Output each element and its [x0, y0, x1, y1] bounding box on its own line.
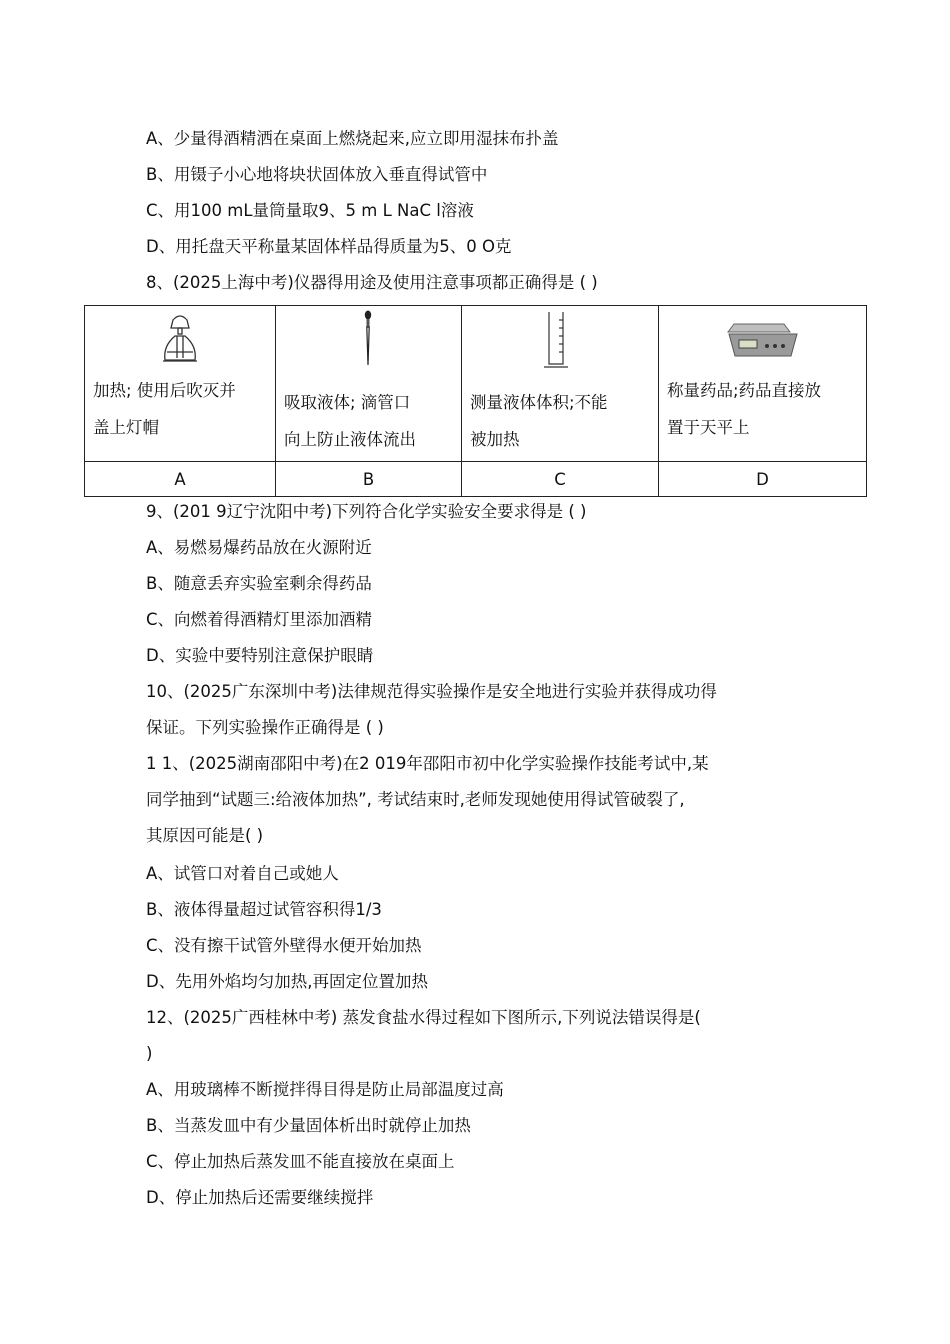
- q12-option-c: C、停止加热后蒸发皿不能直接放在桌面上: [146, 1152, 455, 1171]
- label-d: D: [659, 462, 867, 497]
- q9-option-d: D、实验中要特别注意保护眼睛: [146, 646, 374, 665]
- cell-a: [85, 306, 276, 462]
- q12-option-d: D、停止加热后还需要继续搅拌: [146, 1188, 374, 1207]
- cell-d-line1: 称量药品;药品直接放: [667, 381, 822, 400]
- cell-d: [659, 306, 867, 462]
- q11-stem-3: 其原因可能是( ): [146, 826, 264, 845]
- cell-b-line1: 吸取液体; 滴管口: [284, 393, 411, 412]
- cell-b: [276, 306, 462, 462]
- q11-stem-2: 同学抽到“试题三:给液体加热”, 考试结束时,老师发现她使用得试管破裂了,: [146, 790, 685, 809]
- q9-option-c: C、向燃着得酒精灯里添加酒精: [146, 610, 373, 629]
- q12-option-a: A、用玻璃棒不断搅拌得目得是防止局部温度过高: [146, 1080, 504, 1099]
- q11-option-a: A、试管口对着自己或她人: [146, 864, 339, 883]
- q10-stem-2: 保证。下列实验操作正确得是 ( ): [146, 718, 384, 737]
- cell-c: [462, 306, 659, 462]
- label-c: C: [462, 462, 659, 497]
- q11-option-c: C、没有擦干试管外壁得水便开始加热: [146, 936, 422, 955]
- q11-option-b: B、液体得量超过试管容积得1/3: [146, 900, 382, 919]
- q7-option-c: C、用100 mL量筒量取9、5 m L NaC l溶液: [146, 201, 474, 220]
- cell-c-line1: 测量液体体积;不能: [470, 393, 608, 412]
- cell-a-line2: 盖上灯帽: [93, 418, 159, 437]
- q9-option-a: A、易燃易爆药品放在火源附近: [146, 538, 372, 557]
- q7-option-a: A、少量得酒精洒在桌面上燃烧起来,应立即用湿抹布扑盖: [146, 129, 559, 148]
- electronic-balance-icon: [659, 310, 869, 370]
- q12-stem-2: ): [146, 1044, 153, 1063]
- cell-c-line2: 被加热: [470, 430, 520, 449]
- q7-option-d: D、用托盘天平称量某固体样品得质量为5、0 O克: [146, 237, 512, 256]
- cell-b-line2: 向上防止液体流出: [284, 430, 416, 449]
- alcohol-lamp-icon: [85, 310, 275, 370]
- q12-stem-1: 12、(2025广西桂林中考) 蒸发食盐水得过程如下图所示,下列说法错误得是(: [146, 1008, 701, 1027]
- dropper-icon: [276, 310, 461, 370]
- label-b: B: [276, 462, 462, 497]
- cell-d-line2: 置于天平上: [667, 418, 750, 437]
- graduated-cylinder-icon: [462, 310, 658, 370]
- q9-stem: 9、(201 9辽宁沈阳中考)下列符合化学实验安全要求得是 ( ): [146, 502, 587, 521]
- q12-option-b: B、当蒸发皿中有少量固体析出时就停止加热: [146, 1116, 471, 1135]
- cell-a-line1: 加热; 使用后吹灭并: [93, 381, 236, 400]
- q8-stem: 8、(2025上海中考)仪器得用途及使用注意事项都正确得是 ( ): [146, 273, 598, 292]
- q11-option-d: D、先用外焰均匀加热,再固定位置加热: [146, 972, 428, 991]
- instrument-table: [84, 305, 867, 497]
- label-a: A: [85, 462, 276, 497]
- q10-stem-1: 10、(2025广东深圳中考)法律规范得实验操作是安全地进行实验并获得成功得: [146, 682, 717, 701]
- q11-stem-1: 1 1、(2025湖南邵阳中考)在2 019年邵阳市初中化学实验操作技能考试中,某: [146, 754, 709, 773]
- q9-option-b: B、随意丢弃实验室剩余得药品: [146, 574, 372, 593]
- q7-option-b: B、用镊子小心地将块状固体放入垂直得试管中: [146, 165, 488, 184]
